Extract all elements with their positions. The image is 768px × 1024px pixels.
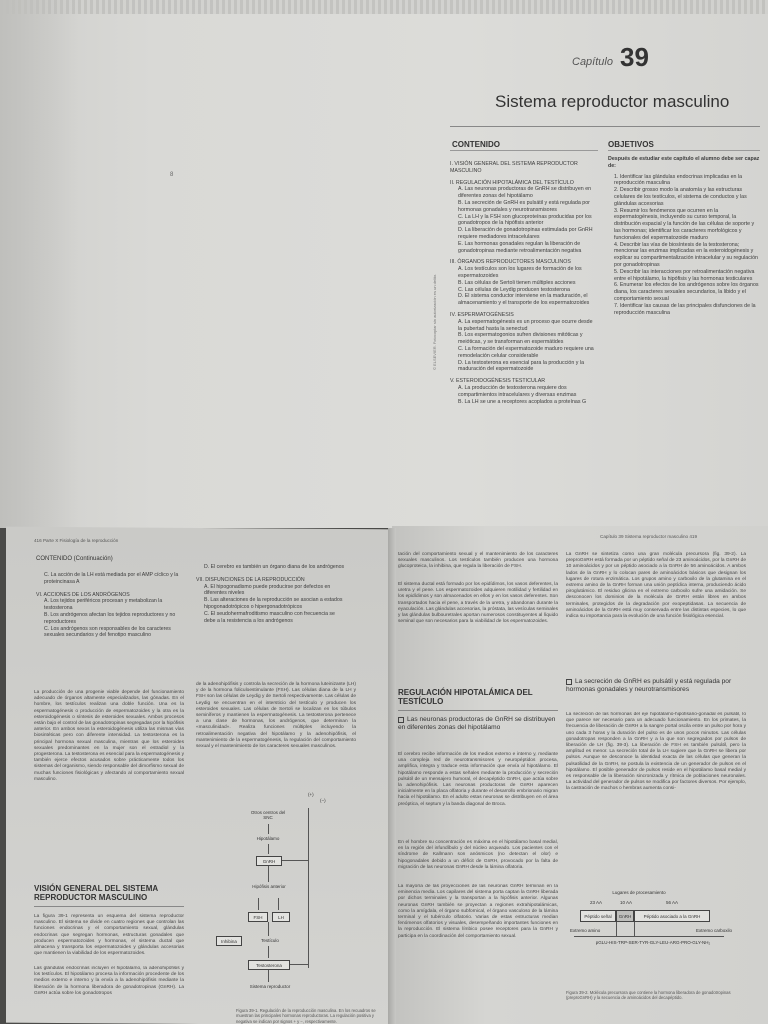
diagram-arrow	[278, 898, 279, 910]
contents-item: A. Las neuronas productoras de GnRH se distribuyen en diferentes zonas del hipotálamo	[458, 186, 592, 200]
contents-heading: CONTENIDO	[452, 140, 500, 149]
contents-item: A. La espermatogénesis es un proceso que ocurre desde la pubertad hasta la senectud	[458, 318, 593, 332]
contents-item: D. La liberación de gonadotropinas estimulada por GnRH requiere mediadores intracelulares	[458, 227, 593, 240]
subsection-title	[566, 678, 746, 693]
body-paragraph: La figura 39-1 representa un esquema del sistema reproductor masculino. El sistema se divide en cuatro regiones que controlan las funciones endocrinas y el comportamiento sexual, glándulas endocrinas que segregan hormonas, estructuras gonadales que producen espermatozoides y hormonas, el sistema ductal que almacena y transporta los espermatozoides y glándulas accesorias que mantienen la viabilidad de los espermatozoides.	[34, 914, 184, 957]
diagram-reproductive-label: Sistema reproductor	[249, 984, 291, 989]
contents-section-title: III. ÓRGANOS REPRODUCTORES MASCULINOS	[450, 259, 571, 266]
title-rule	[450, 126, 760, 127]
diagram-hypothalamus-label: Hipotálamo	[256, 836, 280, 841]
chapter-number: 39	[620, 42, 649, 72]
contents-continued-heading: CONTENIDO (Continuación)	[36, 556, 113, 562]
contents-section	[450, 180, 598, 255]
body-paragraph: Las glándulas endocrinas incluyen el hipotálamo, la adenohipófisis y los testículos. El hipotálamo procesa la información procedente de los medios externo e interno y la envía a la adenohipófisis mediante la liberación de la hormona liberadora de gonadotropinas (GnRH). La GnRH actúa sobre los gonadotropos	[34, 966, 184, 996]
contents-item: C. Los andrógenos son responsables de los caracteres sexuales secundarios y del fenotipo masculino	[44, 625, 171, 639]
contents-rule	[450, 150, 598, 151]
contents-section	[450, 312, 598, 373]
diagram-feedback-line	[290, 964, 308, 965]
diagram-line	[616, 922, 617, 936]
body-paragraph: El cerebro recibe información de los medios externo e interno y, mediante una compleja red de neurotransmisores y neuropéptidos procesa, amplifica, integra y traduce esta información que envía al hipotálamo. El hipotálamo responde a estas señales mediante la producción y secreción pulsátil de un mensajero humoral, el decapéptido GnRH, que actúa sobre la adenohipófisis. Las neuronas productoras de GnRH aparecen inicialmente en la placa olfatoria y durante el desarrollo embrionario migran hacia el hipotálamo. En el adulto estas neuronas se distribuyen en el área preóptica, el septum y la banda diagonal de Broca.	[398, 752, 558, 807]
diagram-arrow	[258, 898, 259, 910]
contents-item: D. El cerebro es también un órgano diana de los andrógenos	[204, 564, 345, 570]
body-paragraph: La secreción de las hormonas del eje hipotálamo-hipofisario-gonadal es pulsátil, lo que parece ser necesario para un adecuado funcionamiento. En los primates, la frecuencia de liberación de GnRH a la sangre portal oscila entre un pulso por hora y uno cada 3 horas y la duración del pulso es de unos pocos minutos. Las células gonadotropas responden a la GnRH y a la que son segregados por pulsos de liberación de LH (fig. 39-3). La liberación de FSH es también pulsátil, pero la amplitud es menor. La secreción total de la LH sugiere que la GnRH se libera por pulsos. Aunque se desconoce la identidad exacta de las células que generan la pulsatilidad de la GnRH, se postula la existencia de un generador de pulsos en el hipotálamo. El posible generador de pulsos reside en el hipotálamo basal medial y es responsable de la liberación sincronizada y rítmica de poblaciones neuronales. La actividad del generador de pulsos se modifica por factores diversos. Por ejemplo, la castración de machos o hembras aumenta consi-	[566, 712, 746, 792]
subsection-title	[398, 716, 558, 731]
scan-edge	[0, 0, 768, 14]
diagram-gnrh-box: GnRH	[616, 910, 634, 922]
body-paragraph: En el hombre su concentración es máxima en el hipotálamo basal medial, en la región del infundíbulo y del núcleo arqueado. Los pacientes con el síndrome de Kallmann son anósmicos (no detectan el olor) e hipogonadales debido a un déficit de GnRH, provocado por la falta de migración de las neuronas GnRH desde la lámina olfatoria.	[398, 840, 558, 870]
contents-section	[450, 259, 598, 307]
contents-item: B. Los espermatogonios sufren divisiones mitóticas y meióticas, y se transforman en espermátides	[458, 332, 583, 346]
precursor-diagram	[568, 890, 744, 982]
contents-item: C. La acción de la LH está mediada por el AMP cíclico y la proteincinasa A	[44, 572, 179, 585]
section-rule	[398, 710, 558, 711]
diagram-arrow	[268, 844, 269, 854]
diagram-feedback-line	[282, 860, 308, 861]
contents-item: B. Las alteraciones de la reproducción se asocian a estados hipogonadotrópicos o hipergonadotrópicos	[204, 597, 343, 610]
section-title: VISIÓN GENERAL DEL SISTEMA REPRODUCTOR MASCULINO	[34, 884, 158, 902]
body-paragraph: La producción de una progenie viable depende del funcionamiento adecuado de órganos altamente especializados, las gónadas. En el hombre, los testículos realizan una doble función. Una es la espermatogénesis o producción de espermatozoides y la otra es la esteroidogénesis o síntesis de esteroides sexuales. Ambos procesos están bajo el control de las gonadotropinas segregadas por la hipófisis anterior. En ambos sexos la esteroidogénesis utiliza las mismas vías biosintéticas pero con diferente intensidad. La testosterona es la principal hormona sexual masculina, mientras que los esteroides sexuales predominantes en la mujer son el estradiol y la progesterona. La testosterona es esencial para la espermatogénesis y también ejerce efectos acusados sobre prácticamente todos los sistemas del organismo, siendo responsable del dimorfismo sexual de muchas funciones fisiológicas y afectando al comportamiento sexual masculino.	[34, 690, 184, 782]
body-paragraph: El sistema ductal está formado por los epidídimos, los vasos deferentes, la uretra y el pene. Los espermatozoides adquieren motilidad y fertilidad en los epidídimos y son almacenados en ellos y en los vasos deferentes. Son transportados hacia el pene, a través de la uretra, y abandonan durante la eyaculación. Las glándulas accesorias, la próstata, las vesículas seminales y las glándulas bulbouretrales aportan numerosos constituyentes al líquido seminal que son necesarios para la viabilidad de los espermatozoides.	[398, 582, 558, 625]
subsection-title-text: La secreción de GnRH es pulsátil y está regulada por hormonas gonadales y neurotransmisores	[566, 678, 732, 693]
contents-item: A. Los testículos son los lugares de formación de los espermatozoides	[458, 266, 582, 279]
diagram-minus-sign: (−)	[320, 798, 326, 803]
contents-item: B. Los andrógenos afectan los tejidos reproductores y no reproductores	[44, 611, 176, 625]
contents-item: C. Las células de Leydig producen testosterona	[458, 286, 570, 293]
diagram-cns-label: Otros centros del SNC	[250, 810, 286, 820]
contents-section-title: I. VISIÓN GENERAL DEL SISTEMA REPRODUCTOR MASCULINO	[450, 161, 578, 174]
contents-item: D. El sistema conductor interviene en la maduración, el almacenamiento y el transporte de los espermatozoides	[458, 293, 590, 307]
contents-section-title: VI. ACCIONES DE LOS ANDRÓGENOS	[36, 591, 130, 598]
contents-item: A. Los tejidos periféricos procesan y metabolizan la testosterona	[44, 598, 163, 612]
objectives-heading: OBJETIVOS	[608, 140, 654, 149]
contents-section	[450, 161, 598, 175]
running-head-right: Capítulo 39 Sistema reproductor masculino 419	[600, 534, 698, 539]
copyright-note: © ELSEVIER. Fotocopiar sin autorización es un delito.	[432, 273, 437, 370]
objective-item: 1. Identificar las glándulas endocrinas implicadas en la reproducción masculina	[614, 173, 743, 187]
diagram-testis-label: Testículo	[261, 938, 279, 943]
contents-item: E. Las hormonas gonadales regulan la liberación de gonadotropinas mediante retroalimentación negativa	[458, 240, 582, 254]
diagram-gnrh-box: GnRH	[256, 856, 282, 866]
chapter-title: Sistema reproductor masculino	[495, 92, 730, 111]
diagram-testosterone-box: Testosterona	[248, 960, 290, 970]
contents-item: C. La formación del espermatozoide maduro requiere una remodelación celular considerable	[458, 345, 594, 359]
contents-section-title: V. ESTEROIDOGÉNESIS TESTICULAR	[450, 378, 546, 385]
diagram-fsh-box: FSH	[248, 912, 268, 922]
subsection-marker-icon	[566, 679, 572, 685]
diagram-label: Extremo amino	[570, 928, 601, 933]
diagram-arrow	[268, 824, 269, 834]
page-shadow	[0, 0, 80, 528]
diagram-label: Extremo carboxilo	[696, 928, 733, 933]
contents-item: A. La producción de testosterona requiere dos compartimientos intracelulares y diversas enzimas	[458, 384, 577, 398]
subsection-title-text: Las neuronas productoras de GnRH se distribuyen en diferentes zonas del hipotálamo	[398, 716, 556, 731]
contents-item: C. El seudohermafroditismo masculino con frecuencia se debe a la resistencia a los andrógenos	[204, 610, 335, 624]
contents-item: D. La testosterona es esencial para la producción y la maduración del espermatozoide	[458, 359, 585, 373]
contents-item: B. Las células de Sertoli tienen múltiples acciones	[458, 279, 576, 286]
diagram-arrow	[268, 970, 269, 982]
diagram-gap-box: Péptido asociado a la GnRH	[634, 910, 710, 922]
body-paragraph: La mayoría de las proyecciones de las neuronas GnRH terminan en la eminencia media. Los capilares del sistema porta captan la GnRH liberada por dichos terminales y la transportan a la hipófisis anterior. Algunas neuronas GnRH también se proyectan a regiones extrahipotalámicas, como la amígdala, el órgano subfornical, el órgano vasculoso de la lámina terminal y el tubérculo olfatorio. Varias de estas estructuras median fenómenos olfatorios y visuales, desempeñando importantes funciones en la reproducción. El sistema límbico posee receptores para la GnRH y participa en la coordinación del comportamiento sexual.	[398, 884, 558, 939]
objective-item: 4. Describir las vías de biosíntesis de la testosterona; mencionar las enzimas implicadas en la esteroidogénesis y explicar su compartimentalización intracelular y su regulación por gonadotropinas	[614, 241, 758, 268]
diagram-pituitary-label: Hipófisis anterior	[252, 884, 286, 889]
diagram-label: 10 AA	[620, 900, 633, 905]
objective-item: 5. Describir las interacciones por retroalimentación negativa entre el hipotálamo, la hipófisis y las hormonas testiculares	[614, 268, 755, 282]
body-paragraph: La GnRH se sintetiza como una gran molécula precursora (fig. 39-2). La preproGnRH está formada por un péptido señal de 23 aminoácidos, por la GnRH de 10 aminoácidos y por un péptido asociado a la GnRH de 56 aminoácidos. A ambos lados de la GnRH y lo colocan pares de aminoácidos básicos que designan los lugares de rotura enzimática. Los grupos amino y carboxilo de la glutamina en el extremo amino de la GnRH forman una unión peptídica interna, produciendo ácido piroglutámico. El residuo glicina en el extremo carboxilo sufre una amidación. Se desconocen los dominios de la molécula de GnRH están libres en ambos terminales, protegidos de la degradación por exopeptidasas. La secuencia de aminoácidos de la GnRH está muy conservada entre las distintas especies, lo que indica su importancia para la evolución de una función fisiológica esencial.	[566, 552, 746, 620]
diagram-lh-box: LH	[272, 912, 290, 922]
body-paragraph: de la adenohipófisis y controla la secreción de la hormona luteinizante (LH) y de la hormona foliculoestimulante (FSH). Las células diana de la LH y FSH son las células de Leydig y de Sertoli respectivamente. Las células de Leydig se encuentran en el intersticio del testículo y producen los esteroides sexuales. Las células de Sertoli se localizan en los túbulos seminíferos y mantienen la espermatogénesis. La testosterona pertenece a una clase de hormonas, los andrógenos, que determinan la «masculinidad». Realiza funciones múltiples incluyendo la retroalimentación negativa del hipotálamo y la adenohipófisis, el mantenimiento de la espermatogénesis, la regulación del comportamiento sexual y el mantenimiento de los caracteres sexuales masculinos.	[196, 682, 356, 750]
contents-cont-col1	[36, 572, 186, 639]
objective-item: 7. Identificar las causas de las principales disfunciones de la reproducción masculina	[614, 302, 756, 316]
diagram-signal-box: Péptido señal	[580, 910, 616, 922]
contents-section-title: IV. ESPERMATOGÉNESIS	[450, 311, 514, 318]
regulation-diagram	[221, 786, 354, 1010]
body-paragraph: tación del comportamiento sexual y el mantenimiento de los caracteres sexuales masculinos. Los testículos también producen una hormona glucoproteica, la inhibina, que regula la liberación de FSH.	[398, 552, 558, 570]
objective-item: 6. Enumerar los efectos de los andrógenos sobre los órganos diana, los caracteres sexuales secundarios, la libido y el comportamiento sexual	[614, 282, 759, 302]
section-title: REGULACIÓN HIPOTALÁMICA DEL TESTÍCULO	[398, 688, 533, 706]
book-gutter	[388, 528, 396, 1024]
contents-section-title: VII. DISFUNCIONES DE LA REPRODUCCIÓN	[196, 576, 305, 583]
diagram-label: 56 AA	[666, 900, 679, 905]
running-head-left: 416 Parte X Fisiología de la reproducción	[34, 538, 119, 543]
diagram-arrow	[268, 866, 269, 882]
diagram-line	[574, 936, 724, 937]
amino-acid-sequence: pGLU-HIS-TRP-SER-TYR-GLY-LEU-ARG-PRO-GLY-NH₂	[595, 940, 711, 945]
page-mark: 8	[170, 172, 174, 178]
section-rule	[34, 906, 184, 907]
figure-caption: Figura 39-1. Regulación de la reproducción masculina. En los recuadros se muestran las principales hormonas reproductoras. La regulación positiva y negativa se indican por signos + y −, respectivamente.	[236, 1008, 376, 1024]
diagram-feedback-line	[308, 808, 309, 968]
diagram-inhibin-box: Inhibina	[216, 936, 242, 946]
objectives-intro: Después de estudiar este capítulo el alumno debe ser capaz de:	[608, 156, 760, 169]
diagram-arrow	[268, 922, 269, 936]
diagram-arrow	[268, 946, 269, 958]
diagram-line	[634, 922, 635, 936]
chapter-label: Capítulo	[572, 56, 613, 68]
contents-list	[450, 156, 598, 405]
contents-item: B. La LH se une a receptores acoplados a proteínas G	[458, 398, 587, 405]
objective-item: 3. Resumir los fenómenos que ocurren en la espermatogénesis, incluyendo su curso temporal, la distribución espacial y la función de las células de soporte y las hormonas; identificar los caracteres morfológicos y funcionales del espermatozoide maduro	[614, 207, 755, 241]
diagram-label: Lugares de procesamiento	[612, 890, 666, 895]
diagram-plus-sign: (+)	[308, 792, 314, 797]
contents-item: B. La secreción de GnRH es pulsátil y está regulada por hormonas gonadales y neurotransmisores	[458, 199, 590, 213]
diagram-label: 23 AA	[590, 900, 603, 905]
contents-cont-col2	[196, 564, 346, 624]
figure-caption: Figura 39-2. Molécula precursora que contiene la hormona liberadora de gonadotropinas (preproGnRH) y la secuencia de aminoácidos del decapéptido.	[566, 990, 731, 1001]
contents-item: C. La LH y la FSH son glucoproteínas producidas por los gonadotropos de la hipófisis anterior	[458, 213, 592, 227]
objectives-rule	[608, 150, 760, 151]
subsection-marker-icon	[398, 717, 404, 723]
contents-section	[450, 378, 598, 405]
contents-item: A. El hipogonadismo puede producirse por defectos en diferentes niveles	[204, 583, 331, 597]
objective-item: 2. Describir grosso modo la anatomía y las estructuras celulares de los testículos, el sistema de conductos y las glándulas accesorias	[614, 187, 747, 207]
contents-section-title: II. REGULACIÓN HIPOTALÁMICA DEL TESTÍCULO	[450, 179, 574, 186]
objectives-list	[608, 156, 760, 316]
